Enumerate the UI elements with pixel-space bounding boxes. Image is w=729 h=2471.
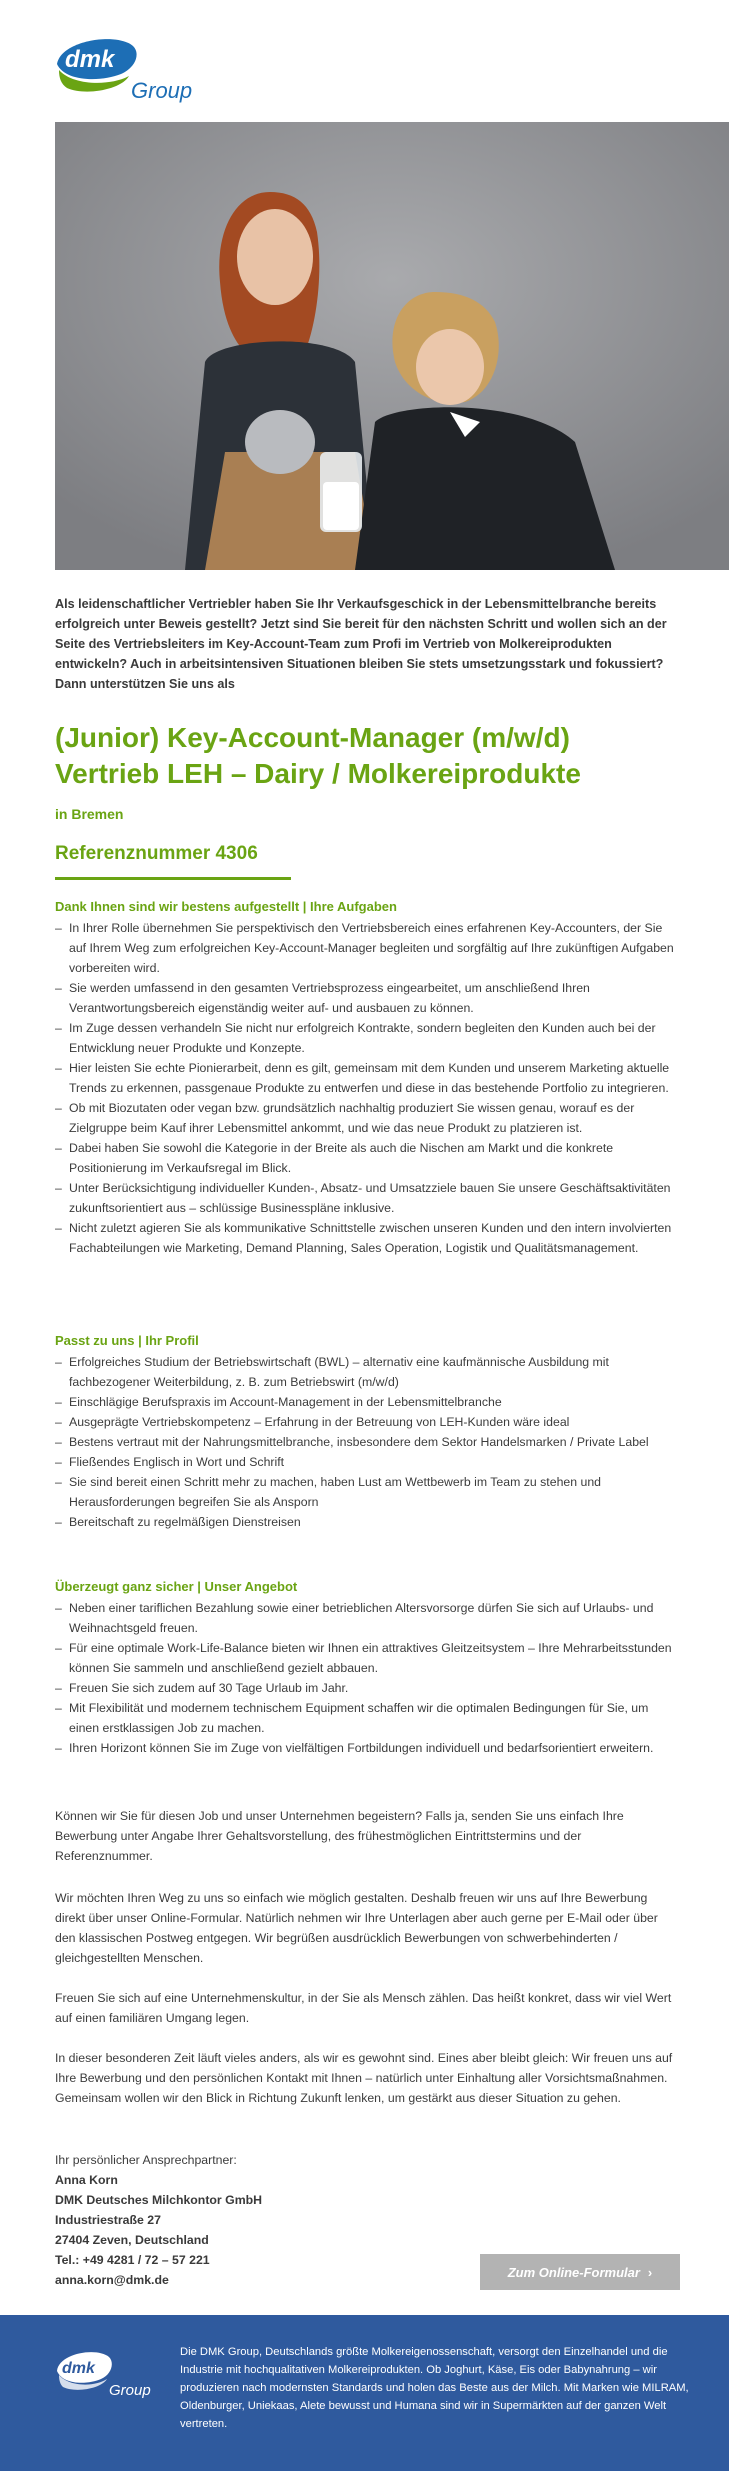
list-item: – Einschlägige Berufspraxis im Account-Management in der Lebensmittelbranche (55, 1392, 675, 1412)
list-item: – Erfolgreiches Studium der Betriebswirtschaft (BWL) – alternativ eine kaufmännische Ausbildung mit fachbezogener Weiterbildung, z. B. zum Betriebswirt (m/w/d) (55, 1352, 675, 1392)
reference-number: Referenznummer 4306 (55, 843, 258, 864)
offer-list (55, 1598, 675, 1758)
dash-icon: – (55, 921, 62, 935)
contact-name: Anna Korn (55, 2173, 118, 2187)
dash-icon: – (55, 1141, 62, 1155)
dash-icon: – (55, 1415, 62, 1429)
list-item: – Bereitschaft zu regelmäßigen Dienstreisen (55, 1512, 675, 1532)
dash-icon: – (55, 1355, 62, 1369)
job-title (55, 720, 705, 792)
dash-icon: – (55, 1221, 62, 1235)
online-form-button-label: Zum Online-Formular (507, 2264, 640, 2280)
job-location: in Bremen (55, 806, 124, 822)
dash-icon: – (55, 981, 62, 995)
contact-label: Ihr persönlicher Ansprechpartner: (55, 2153, 237, 2167)
dash-icon: – (55, 1601, 62, 1615)
dash-icon: – (55, 1641, 62, 1655)
dmk-group-logo (55, 34, 215, 106)
culture-paragraph: Freuen Sie sich auf eine Unternehmenskultur, in der Sie als Mensch zählen. Das heißt konkret, dass wir viel Wert auf einen familiären Umgang legen. (55, 1991, 672, 2025)
dash-icon: – (55, 1181, 62, 1195)
footer-company-description: Die DMK Group, Deutschlands größte Molkereigenossenschaft, versorgt den Einzelhandel und die Industrie mit hochqualitativen Molkereiprodukten. Ob Joghurt, Käse, Eis oder Babynahrung – wir produzieren nach modernsten Standards und holen das Beste aus der Milch. Mit Marken wie MILRAM, Oldenburger, Uniekaas, Alete bewusst und Humana sind wir in Supermärkten auf der ganzen Welt vertreten. (180, 2346, 689, 2430)
list-item: – Fließendes Englisch in Wort und Schrift (55, 1452, 675, 1472)
profile-heading: Passt zu uns | Ihr Profil (55, 1333, 199, 1348)
svg-text:Group: Group (131, 78, 193, 103)
intro-text: Als leidenschaftlicher Vertriebler haben Sie Ihr Verkaufsgeschick in der Lebensmittelbranche bereits erfolgreich unter Beweis gestellt? Jetzt sind Sie bereit für den nächsten Schritt und wollen sich an der Seite des Vertriebsleiters im Key-Account-Team zum Profi im Vertrieb von Molkereiprodukten entwickeln? Auch in arbeitsintensiven Situationen bleiben Sie stets umsetzungsstark und fokussiert? Dann unterstützen Sie uns als (55, 597, 667, 691)
online-form-button[interactable] (480, 2254, 680, 2290)
contact-phone: Tel.: +49 4281 / 72 – 57 221 (55, 2253, 210, 2267)
special-times-paragraph: In dieser besonderen Zeit läuft vieles anders, als wir es gewohnt sind. Eines aber bleibt gleich: Wir freuen uns auf Ihre Bewerbung und den persönlichen Kontakt mit Ihnen – natürlich unter Einhaltung aller Vorsichtsmaßnahmen. Gemeinsam wollen wir den Blick in Richtung Zukunft lenken, um gestärkt aus dieser Situation zu gehen. (55, 2051, 673, 2105)
list-item: – Im Zuge dessen verhandeln Sie nicht nur erfolgreich Kontrakte, sondern begleiten den Kunden auch bei der Entwicklung neuer Produkte und Konzepte. (55, 1018, 675, 1058)
contact-city: 27404 Zeven, Deutschland (55, 2233, 209, 2247)
reference-underline (55, 877, 291, 880)
svg-text:dmk: dmk (62, 2360, 95, 2377)
dash-icon: – (55, 1061, 62, 1075)
contact-company: DMK Deutsches Milchkontor GmbH (55, 2193, 263, 2207)
dash-icon: – (55, 1475, 62, 1489)
footer (0, 2315, 729, 2471)
dash-icon: – (55, 1515, 62, 1529)
dash-icon: – (55, 1455, 62, 1469)
offer-section (55, 1578, 675, 1758)
application-paragraph: Können wir Sie für diesen Job und unser Unternehmen begeistern? Falls ja, senden Sie uns einfach Ihre Bewerbung unter Angabe Ihrer Gehaltsvorstellung, des frühestmöglichen Eintrittstermins und der Referenznummer. (55, 1809, 624, 1863)
list-item: – Bestens vertraut mit der Nahrungsmittelbranche, insbesondere dem Sektor Handelsmarken / Private Label (55, 1432, 675, 1452)
list-item: – Ausgeprägte Vertriebskompetenz – Erfahrung in der Betreuung von LEH-Kunden wäre ideal (55, 1412, 675, 1432)
svg-text:dmk: dmk (65, 46, 115, 73)
list-item: – Für eine optimale Work-Life-Balance bieten wir Ihnen ein attraktives Gleitzeitsystem – Ihre Mehrarbeitsstunden können Sie sammeln und anschließend gezielt abbauen. (55, 1638, 675, 1678)
list-item: – Mit Flexibilität und modernem technischem Equipment schaffen wir die optimalen Bedingungen für Sie, um einen erstklassigen Job zu machen. (55, 1698, 675, 1738)
dmk-group-footer-logo (55, 2349, 165, 2401)
job-title-line2: Vertrieb LEH – Dairy / Molkereiprodukte (55, 758, 581, 789)
job-title-line1: (Junior) Key-Account-Manager (m/w/d) (55, 722, 570, 753)
contact-street: Industriestraße 27 (55, 2213, 161, 2227)
tasks-heading: Dank Ihnen sind wir bestens aufgestellt | Ihre Aufgaben (55, 899, 397, 914)
online-form-paragraph: Wir möchten Ihren Weg zu uns so einfach wie möglich gestalten. Deshalb freuen wir uns auf Ihre Bewerbung direkt über unser Online-Formular. Natürlich nehmen wir Ihre Unterlagen aber auch gerne per E-Mail oder über den klassischen Postweg entgegen. Wir begrüßen ausdrücklich Bewerbungen von schwerbehinderten / gleichgestellten Menschen. (55, 1891, 658, 1965)
dash-icon: – (55, 1681, 62, 1695)
profile-section (55, 1332, 675, 1532)
list-item: – Sie sind bereit einen Schritt mehr zu machen, haben Lust am Wettbewerb im Team zu stehen und Herausforderungen begreifen Sie als Ansporn (55, 1472, 675, 1512)
list-item: – Ob mit Biozutaten oder vegan bzw. grundsätzlich nachhaltig produziert Sie wissen genau, worauf es der Zielgruppe beim Kauf ihrer Lebensmittel ankommt, und wie das neue Produkt zu platzieren ist. (55, 1098, 675, 1138)
offer-heading: Überzeugt ganz sicher | Unser Angebot (55, 1579, 298, 1594)
dash-icon: – (55, 1741, 62, 1755)
dash-icon: – (55, 1701, 62, 1715)
list-item: – Ihren Horizont können Sie im Zuge von vielfältigen Fortbildungen individuell und bedarfsorientiert erweitern. (55, 1738, 675, 1758)
list-item: – Dabei haben Sie sowohl die Kategorie in der Breite als auch die Nischen am Markt und die konkrete Positionierung im Verkaufsregal im Blick. (55, 1138, 675, 1178)
dash-icon: – (55, 1395, 62, 1409)
contact-email[interactable]: anna.korn@dmk.de (55, 2273, 169, 2287)
list-item: – Nicht zuletzt agieren Sie als kommunikative Schnittstelle zwischen unseren Kunden und den intern involvierten Fachabteilungen wie Marketing, Demand Planning, Sales Operation, Logistik und Qualitätsmanagement. (55, 1218, 675, 1258)
list-item: – Freuen Sie sich zudem auf 30 Tage Urlaub im Jahr. (55, 1678, 675, 1698)
profile-list (55, 1352, 675, 1532)
hero-image (55, 122, 729, 570)
dash-icon: – (55, 1021, 62, 1035)
list-item: – Unter Berücksichtigung individueller Kunden-, Absatz- und Umsatzziele bauen Sie unsere Geschäftsaktivitäten zukunftsorientiert aus – schlüssige Businesspläne inklusive. (55, 1178, 675, 1218)
contact-block (55, 2150, 455, 2290)
dash-icon: – (55, 1435, 62, 1449)
hero-photo-icon (55, 122, 729, 570)
list-item: – In Ihrer Rolle übernehmen Sie perspektivisch den Vertriebsbereich eines erfahrenen Key-Accounters, der Sie auf Ihrem Weg zum erfolgreichen Key-Account-Manager begleiten und sorgfältig auf Ihre zukünftigen Aufgaben vorbereiten wird. (55, 918, 675, 978)
dash-icon: – (55, 1101, 62, 1115)
tasks-section (55, 898, 675, 1258)
list-item: – Hier leisten Sie echte Pionierarbeit, denn es gilt, gemeinsam mit dem Kunden und unserem Marketing aktuelle Trends zu erkennen, passgenaue Produkte zu entwerfen und diese in das bestehende Portfolio zu integrieren. (55, 1058, 675, 1098)
list-item: – Sie werden umfassend in den gesamten Vertriebsprozess eingearbeitet, um anschließend Ihren Verantwortungsbereich eigenständig weiter auf- und ausbauen zu können. (55, 978, 675, 1018)
svg-text:Group: Group (109, 2382, 151, 2399)
tasks-list (55, 918, 675, 1258)
list-item: – Neben einer tariflichen Bezahlung sowie einer betrieblichen Altersvorsorge dürfen Sie sich auf Urlaubs- und Weihnachtsgeld freuen. (55, 1598, 675, 1638)
chevron-right-icon: › (647, 2264, 653, 2280)
